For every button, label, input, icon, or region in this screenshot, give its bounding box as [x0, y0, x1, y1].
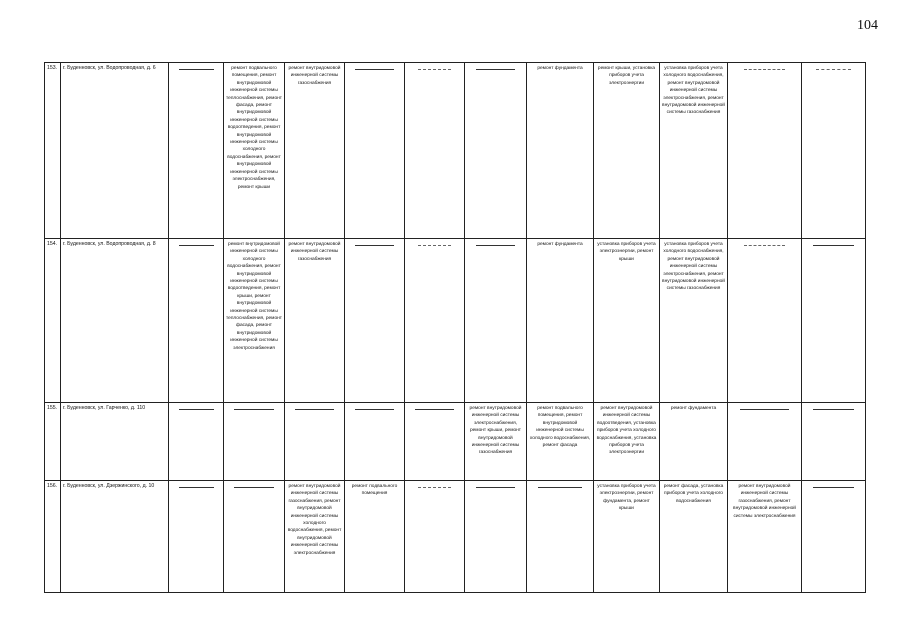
- address-cell: г. Буденновск, ул. Водопроводная, д. 8: [61, 239, 169, 403]
- dash-cell: [405, 239, 465, 403]
- dash-cell: [728, 63, 802, 239]
- work-cell: установка приборов учета электроэнергии, ремонт фундамента, ремонт крыши: [594, 481, 660, 593]
- dash-cell: [405, 481, 465, 593]
- dash-cell: [169, 403, 224, 481]
- dash-cell: [465, 239, 527, 403]
- work-cell: установка приборов учета электроэнергии, ремонт крыши: [594, 239, 660, 403]
- dash-cell: [802, 403, 866, 481]
- dash-mark: [415, 409, 454, 410]
- row-number: 156.: [45, 481, 61, 593]
- dash-mark: [813, 487, 854, 488]
- dash-cell: [728, 403, 802, 481]
- dash-mark: [179, 245, 214, 246]
- dash-cell: [465, 481, 527, 593]
- dash-cell: [405, 403, 465, 481]
- dash-cell: [802, 239, 866, 403]
- dash-mark: [179, 487, 214, 488]
- work-cell: ремонт внутридомовой инженерной системы холодного водоснабжения, ремонт внутридомовой инженерной системы водоотведения, ремонт крыши, ремонт внутридомовой инженерной системы теплоснабжения, ремонт фасада, ремонт внутридомовой инженерной системы электроснабжения: [224, 239, 285, 403]
- work-cell: ремонт подвального помещения, ремонт внутридомовой инженерной системы холодного водоснабжения, ремонт фасада: [527, 403, 594, 481]
- table-row: [45, 481, 866, 593]
- work-cell: ремонт внутридомовой инженерной системы газоснабжения: [285, 63, 345, 239]
- dash-cell: [802, 63, 866, 239]
- work-cell: ремонт фундамента: [660, 403, 728, 481]
- dash-cell: [527, 481, 594, 593]
- dash-mark: [476, 69, 516, 70]
- dash-mark: [355, 409, 394, 410]
- work-cell: ремонт внутридомовой инженерной системы электроснабжения, ремонт крыши, ремонт внутридомовой инженерной системы газоснабжения: [465, 403, 527, 481]
- dash-mark: [744, 245, 785, 246]
- table-row: [45, 63, 866, 239]
- dash-cell: [345, 239, 405, 403]
- dash-mark: [179, 409, 214, 410]
- dash-mark: [816, 69, 851, 70]
- work-cell: ремонт подвального помещения: [345, 481, 405, 593]
- table-body: [45, 63, 866, 593]
- dash-cell: [345, 403, 405, 481]
- dash-mark: [234, 487, 273, 488]
- dash-mark: [740, 409, 788, 410]
- work-cell: установка приборов учета холодного водоснабжения, ремонт внутридомовой инженерной системы электроснабжения, ремонт внутридомовой инженерной системы газоснабжения: [660, 239, 728, 403]
- dash-cell: [169, 481, 224, 593]
- dash-cell: [802, 481, 866, 593]
- row-number: 155.: [45, 403, 61, 481]
- repair-schedule-table: [44, 62, 866, 593]
- dash-mark: [418, 245, 451, 246]
- work-cell: ремонт внутридомовой инженерной системы газоснабжения: [285, 239, 345, 403]
- work-cell: ремонт фундамента: [527, 63, 594, 239]
- page-number: 104: [857, 18, 878, 33]
- dash-mark: [179, 69, 214, 70]
- address-cell: г. Буденновск, ул. Водопроводная, д. 6: [61, 63, 169, 239]
- work-cell: ремонт фасада, установка приборов учета холодного водоснабжения: [660, 481, 728, 593]
- dash-mark: [295, 409, 334, 410]
- dash-mark: [234, 409, 273, 410]
- row-number: 154.: [45, 239, 61, 403]
- address-cell: г. Буденновск, ул. Гарченко, д. 110: [61, 403, 169, 481]
- table-row: [45, 239, 866, 403]
- dash-mark: [355, 69, 394, 70]
- table-row: [45, 403, 866, 481]
- dash-mark: [355, 245, 394, 246]
- work-cell: ремонт внутридомовой инженерной системы газоснабжения, ремонт внутридомовой инженерной системы холодного водоснабжения, ремонт внутридомовой инженерной системы электроснабжения: [285, 481, 345, 593]
- dash-cell: [169, 63, 224, 239]
- dash-cell: [224, 481, 285, 593]
- dash-mark: [476, 245, 516, 246]
- dash-cell: [224, 403, 285, 481]
- work-cell: ремонт крыши, установка приборов учета электроэнергии: [594, 63, 660, 239]
- dash-mark: [418, 69, 451, 70]
- dash-mark: [813, 409, 854, 410]
- dash-mark: [538, 487, 581, 488]
- work-cell: ремонт внутридомовой инженерной системы водоотведения, установка приборов учета холодного водоснабжения, установка приборов учета электроэнергии: [594, 403, 660, 481]
- dash-cell: [405, 63, 465, 239]
- dash-cell: [728, 239, 802, 403]
- address-cell: г. Буденновск, ул. Дзержинского, д. 10: [61, 481, 169, 593]
- dash-cell: [169, 239, 224, 403]
- dash-mark: [476, 487, 516, 488]
- dash-mark: [813, 245, 854, 246]
- dash-mark: [744, 69, 785, 70]
- work-cell: установка приборов учета холодного водоснабжения, ремонт внутридомовой инженерной системы электроснабжения, ремонт внутридомовой инженерной системы газоснабжения: [660, 63, 728, 239]
- row-number: 153.: [45, 63, 61, 239]
- work-cell: ремонт внутридомовой инженерной системы газоснабжения, ремонт внутридомовой инженерной системы электроснабжения: [728, 481, 802, 593]
- dash-cell: [465, 63, 527, 239]
- dash-cell: [285, 403, 345, 481]
- work-cell: ремонт подвального помещения, ремонт внутридомовой инженерной системы теплоснабжения, ремонт фасада, ремонт внутридомовой инженерной системы водоотведения, ремонт внутридомовой инженерной системы холодного водоснабжения, ремонт внутридомовой инженерной системы электроснабжения, ремонт крыши: [224, 63, 285, 239]
- dash-cell: [345, 63, 405, 239]
- work-cell: ремонт фундамента: [527, 239, 594, 403]
- dash-mark: [418, 487, 451, 488]
